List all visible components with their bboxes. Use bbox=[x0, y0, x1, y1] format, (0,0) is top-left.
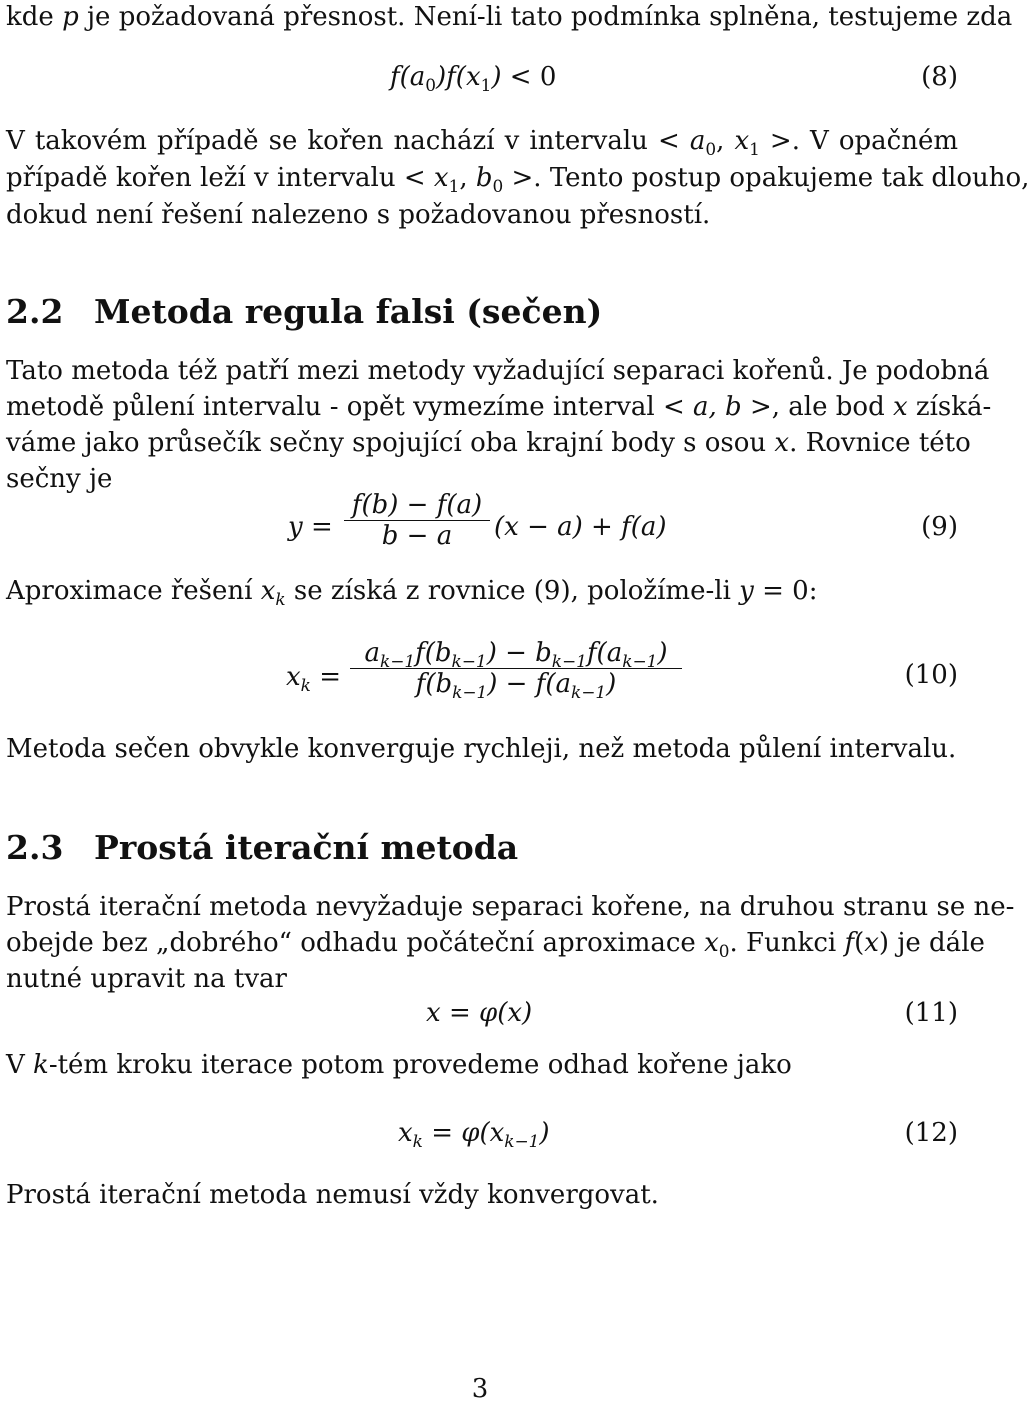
text-line: váme jako průsečík sečny spojující oba krajní body s osou x. Rovnice této bbox=[6, 428, 971, 458]
text-line: dokud není řešení nalezeno s požadovanou přesností. bbox=[6, 200, 711, 230]
text-line: Tato metoda též patří mezi metody vyžadující separaci kořenů. Je podobná bbox=[6, 356, 990, 386]
equation-number: (9) bbox=[921, 512, 958, 542]
equation-number: (12) bbox=[904, 1118, 958, 1148]
text-line: metodě půlení intervalu - opět vymezíme interval < a, b >, ale bod x získá- bbox=[6, 392, 992, 422]
equation-number: (11) bbox=[904, 998, 958, 1028]
text-line: Prostá iterační metoda nemusí vždy konvergovat. bbox=[6, 1180, 659, 1210]
equation-12: $x_k = \varphi(x_{k-1})$ bbox=[398, 1118, 550, 1151]
equation-10-lhs: $x_k$ = bbox=[286, 662, 341, 695]
section-heading bbox=[6, 828, 518, 867]
text-line: Aproximace řešení $x_k$ se získá z rovnice (9), položíme-li y = 0: bbox=[6, 576, 818, 609]
equation-10-fraction bbox=[350, 638, 682, 702]
text-line: V takovém případě se kořen nachází v intervalu < $a_0$, $x_1$ >. V opačném bbox=[6, 126, 959, 159]
equation-number: (10) bbox=[904, 660, 958, 690]
fraction-numerator: $a_{k-1}f(b_{k-1}) - b_{k-1}f(a_{k-1})$ bbox=[364, 638, 668, 671]
fraction-denominator: b − a bbox=[344, 520, 490, 551]
equation-11: x = φ(x) bbox=[426, 998, 533, 1028]
equation-9-lhs: y = bbox=[288, 512, 333, 542]
page-number: 3 bbox=[471, 1374, 489, 1404]
fraction-numerator: f(b) − f(a) bbox=[351, 490, 483, 520]
section-title: Prostá iterační metoda bbox=[94, 828, 519, 867]
fraction-denominator: $f(b_{k-1}) - f(a_{k-1})$ bbox=[350, 668, 682, 699]
section-number: 2.3 bbox=[6, 828, 64, 867]
equation-8: $f(a_0)f(x_1) < 0$ bbox=[390, 62, 557, 95]
text-line: Prostá iterační metoda nevyžaduje separaci kořene, na druhou stranu se ne- bbox=[6, 892, 1015, 922]
text-line: kde p je požadovaná přesnost. Není-li tato podmínka splněna, testujeme zda bbox=[6, 2, 1013, 32]
text-line: případě kořen leží v intervalu < $x_1$, $b_0$ >. Tento postup opakujeme tak dlouho, bbox=[6, 163, 1029, 196]
text-line: V k-tém kroku iterace potom provedeme odhad kořene jako bbox=[6, 1050, 792, 1080]
section-number: 2.2 bbox=[6, 292, 64, 331]
equation-number: (8) bbox=[921, 62, 958, 92]
text-line: obejde bez „dobrého“ odhadu počáteční aproximace $x_0$. Funkci f(x) je dále bbox=[6, 928, 985, 961]
equation-9-fraction bbox=[344, 490, 490, 551]
text-line: sečny je bbox=[6, 464, 113, 494]
section-title: Metoda regula falsi (sečen) bbox=[94, 292, 603, 331]
text-line: Metoda sečen obvykle konverguje rychleji, než metoda půlení intervalu. bbox=[6, 734, 957, 764]
text-line: nutné upravit na tvar bbox=[6, 964, 287, 994]
equation-9-rhs: (x − a) + f(a) bbox=[494, 512, 667, 542]
section-heading bbox=[6, 292, 602, 331]
